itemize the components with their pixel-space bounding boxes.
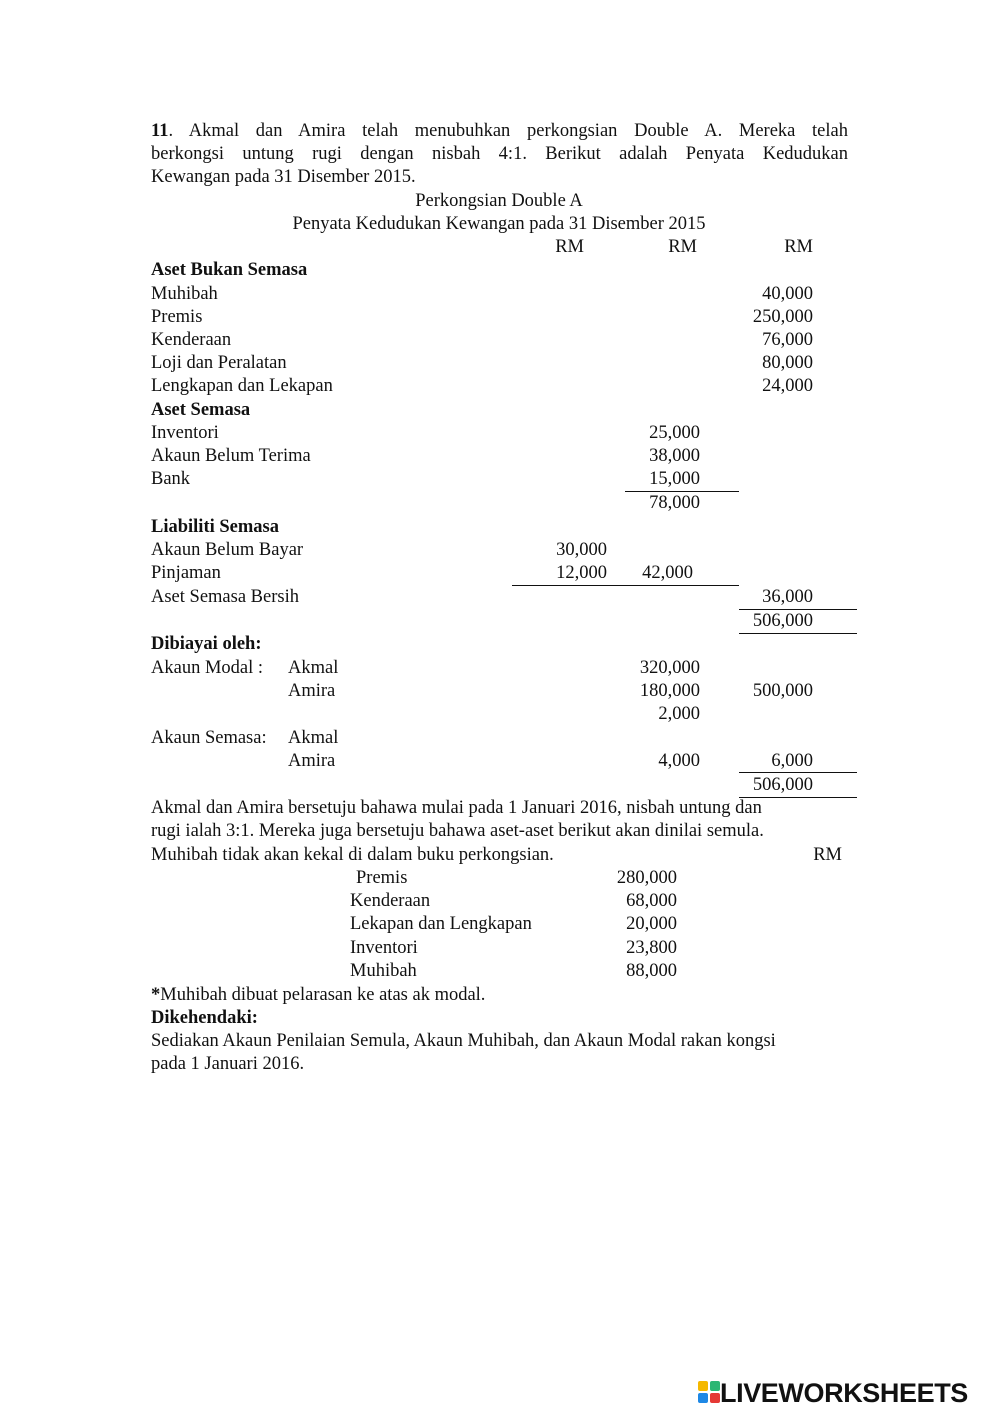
- line-item-label: Pinjaman: [151, 563, 221, 583]
- revaluation-label: Lekapan dan Lengkapan: [350, 914, 532, 934]
- statement-entity: Perkongsian Double A: [415, 191, 583, 211]
- revaluation-label: Premis: [356, 868, 408, 888]
- revaluation-label: Kenderaan: [350, 891, 431, 911]
- currency-header: RM: [813, 845, 842, 865]
- net-current-assets-amount: 36,000: [762, 587, 813, 607]
- line-item-amount: 250,000: [752, 307, 813, 327]
- line-item-amount: 30,000: [556, 540, 607, 560]
- line-item-label: Premis: [151, 307, 203, 327]
- capital-total: 500,000: [752, 681, 813, 701]
- current-liabilities-total: 42,000: [642, 563, 693, 583]
- underline-rule: [512, 585, 739, 586]
- line-item-amount: 25,000: [649, 423, 700, 443]
- column-header-1: RM: [555, 237, 584, 257]
- current-account-label: Akaun Semasa:: [151, 728, 267, 748]
- capital-account-label: Akaun Modal :: [151, 658, 264, 678]
- section-heading-non-current-assets: Aset Bukan Semasa: [151, 260, 308, 280]
- partner-name: Amira: [288, 681, 336, 701]
- info-line-3: Muhibah tidak akan kekal di dalam buku perkongsian.: [151, 845, 554, 865]
- info-line-1: Akmal dan Amira bersetuju bahawa mulai pada 1 Januari 2016, nisbah untung dan: [151, 798, 762, 818]
- net-current-assets-label: Aset Semasa Bersih: [151, 587, 299, 607]
- line-item-label: Akaun Belum Terima: [151, 446, 311, 466]
- line-item-amount: 15,000: [649, 469, 700, 489]
- partner-amount: 2,000: [658, 704, 700, 724]
- question-number: 11: [151, 121, 169, 141]
- liveworksheets-logo-text: LIVEWORKSHEETS: [720, 1378, 968, 1408]
- required-line-2: pada 1 Januari 2016.: [151, 1054, 305, 1074]
- liveworksheets-logo: [698, 1380, 994, 1406]
- current-assets-total: 78,000: [649, 493, 700, 513]
- underline-rule: [739, 633, 857, 634]
- underline-rule: [739, 772, 857, 773]
- question-line-2: berkongsi untung rugi dengan nisbah 4:1. Berikut adalah Penyata Kedudukan: [151, 144, 848, 164]
- section-heading-current-assets: Aset Semasa: [151, 400, 251, 420]
- info-line-2: rugi ialah 3:1. Mereka juga bersetuju bahawa aset-aset berikut akan dinilai semula.: [151, 821, 764, 841]
- partner-name: Akmal: [288, 728, 339, 748]
- line-item-label: Loji dan Peralatan: [151, 353, 287, 373]
- line-item-label: Inventori: [151, 423, 219, 443]
- revaluation-label: Muhibah: [350, 961, 417, 981]
- revaluation-amount: 23,800: [626, 938, 677, 958]
- revaluation-amount: 280,000: [616, 868, 677, 888]
- column-header-3: RM: [784, 237, 813, 257]
- required-heading: Dikehendaki:: [151, 1008, 258, 1028]
- line-item-amount: 12,000: [556, 563, 607, 583]
- revaluation-amount: 68,000: [626, 891, 677, 911]
- liveworksheets-logo-icon: [698, 1381, 720, 1403]
- line-item-amount: 80,000: [762, 353, 813, 373]
- required-line-1: Sediakan Akaun Penilaian Semula, Akaun Muhibah, dan Akaun Modal rakan kongsi: [151, 1031, 776, 1051]
- line-item-amount: 76,000: [762, 330, 813, 350]
- section-heading-financed-by: Dibiayai oleh:: [151, 634, 262, 654]
- partner-name: Akmal: [288, 658, 339, 678]
- line-item-label: Bank: [151, 469, 191, 489]
- question-line-3: Kewangan pada 31 Disember 2015.: [151, 167, 416, 187]
- partner-amount: 180,000: [639, 681, 700, 701]
- partner-name: Amira: [288, 751, 336, 771]
- revaluation-amount: 88,000: [626, 961, 677, 981]
- line-item-label: Muhibah: [151, 284, 218, 304]
- grand-total: 506,000: [752, 775, 813, 795]
- line-item-amount: 38,000: [649, 446, 700, 466]
- revaluation-amount: 20,000: [626, 914, 677, 934]
- partner-amount: 4,000: [658, 751, 700, 771]
- line-item-amount: 40,000: [762, 284, 813, 304]
- note-star: *: [151, 985, 161, 1005]
- column-header-2: RM: [668, 237, 697, 257]
- question-line-1: 11. Akmal dan Amira telah menubuhkan perkongsian Double A. Mereka telah: [151, 121, 848, 141]
- partner-amount: 320,000: [639, 658, 700, 678]
- line-item-label: Kenderaan: [151, 330, 232, 350]
- statement-title: Penyata Kedudukan Kewangan pada 31 Disember 2015: [292, 214, 706, 234]
- line-item-amount: 24,000: [762, 376, 813, 396]
- current-total: 6,000: [771, 751, 813, 771]
- revaluation-label: Inventori: [350, 938, 418, 958]
- line-item-label: Akaun Belum Bayar: [151, 540, 304, 560]
- note: [151, 984, 485, 1007]
- section-heading-current-liabilities: Liabiliti Semasa: [151, 517, 279, 537]
- total-assets: 506,000: [752, 611, 813, 631]
- line-item-label: Lengkapan dan Lekapan: [151, 376, 333, 396]
- note-text: Muhibah dibuat pelarasan ke atas ak modal.: [160, 985, 486, 1005]
